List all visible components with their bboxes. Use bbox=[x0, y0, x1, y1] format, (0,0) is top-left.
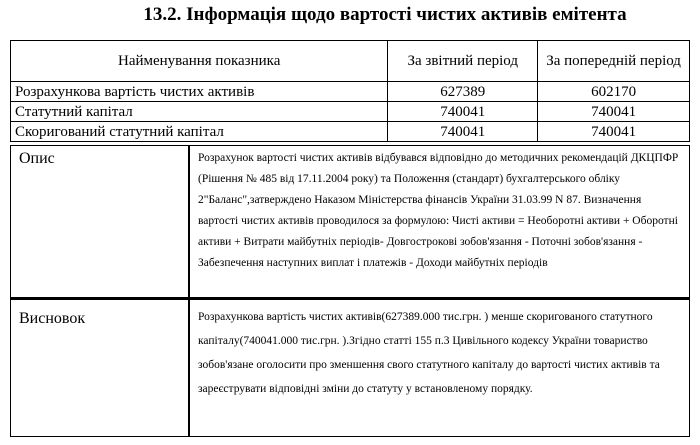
row-name: Скоригований статутний капітал bbox=[11, 122, 388, 142]
row-current: 740041 bbox=[388, 102, 538, 122]
description-label: Опис bbox=[11, 146, 189, 297]
table-row bbox=[11, 102, 690, 122]
table-row bbox=[11, 122, 690, 142]
description-box bbox=[10, 145, 690, 298]
row-current: 740041 bbox=[388, 122, 538, 142]
row-previous: 740041 bbox=[538, 122, 690, 142]
conclusion-text: Розрахункова вартість чистих активів(627389.000 тис.грн. ) менше скоригованого статутного капіталу(740041.000 тис.грн. ).Згідно статті 155 п.3 Цивільного кодексу України товариство зобов'язане оголосити про зменшення свого статутного капіталу до вартості чистих активів та зареєструвати відповідні зміни до статуту у встановленому порядку. bbox=[189, 300, 689, 436]
header-indicator-name: Найменування показника bbox=[11, 41, 388, 82]
row-name: Розрахункова вартість чистих активів bbox=[11, 82, 388, 102]
net-assets-table bbox=[10, 40, 690, 142]
table-row bbox=[11, 82, 690, 102]
section-title: 13.2. Інформація щодо вартості чистих активів емітента bbox=[143, 4, 627, 25]
row-current: 627389 bbox=[388, 82, 538, 102]
conclusion-label: Висновок bbox=[11, 300, 189, 436]
header-previous-period: За попередній період bbox=[538, 41, 690, 82]
row-previous: 602170 bbox=[538, 82, 690, 102]
row-name: Статутний капітал bbox=[11, 102, 388, 122]
row-previous: 740041 bbox=[538, 102, 690, 122]
description-text: Розрахунок вартості чистих активів відбувався відповідно до методичних рекомендацій ДКЦПФР (Рішення № 485 від 17.11.2004 року) та Положення (стандарт) бухгалтерського обліку 2"Баланс",затверждено Наказом Міністерства фінансів України 31.03.99 N 87. Визначення вартості чистих активів проводилося за формулою: Чисті активи = Необоротні активи + Оборотні активи + Витрати майбутніх періодів- Довгострокові зобов'язання - Поточні зобов'язання - Забезпечення наступних виплат і платежів - Доходи майбутніх періодів bbox=[189, 146, 689, 297]
header-current-period: За звітний період bbox=[388, 41, 538, 82]
table-header-row bbox=[11, 41, 690, 82]
conclusion-box bbox=[10, 298, 690, 437]
